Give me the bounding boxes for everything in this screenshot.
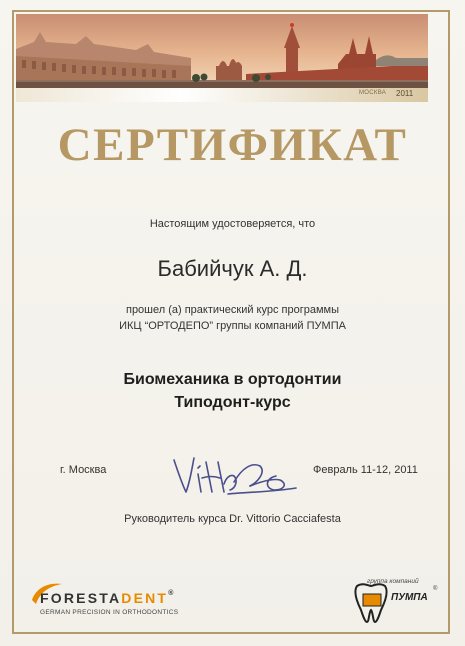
moscow-red-square-photo bbox=[16, 14, 428, 88]
tooth-icon bbox=[349, 580, 393, 624]
pumpa-reg-mark: ® bbox=[433, 586, 438, 592]
forestadent-wordmark: FORESTADENT® bbox=[40, 590, 176, 606]
issue-date: Февраль 11-12, 2011 bbox=[313, 464, 418, 476]
forestadent-logo bbox=[28, 578, 228, 622]
year-stamp: 2011 bbox=[396, 89, 414, 98]
certificate-title: СЕРТИФИКАТ bbox=[57, 119, 408, 171]
pumpa-group-label: группа компаний bbox=[367, 578, 419, 585]
city-stamp: МОСКВА bbox=[359, 90, 387, 96]
photo-caption-strip bbox=[16, 88, 428, 102]
pumpa-wordmark: ПУМПА bbox=[391, 592, 428, 603]
intro-text: Настоящим удостоверяется, что bbox=[149, 218, 316, 230]
course-text-line-1: прошел (а) практический курс программы bbox=[125, 304, 340, 316]
moscow-panorama-image bbox=[16, 14, 428, 88]
signature-image bbox=[168, 448, 308, 504]
issue-city: г. Москва bbox=[60, 464, 107, 476]
course-text-line-2: ИКЦ “ОРТОДЕПО” группы компаний ПУМПА bbox=[119, 320, 346, 332]
course-topic-line-1: Биомеханика в ортодонтии bbox=[123, 371, 342, 388]
course-topic-line-2: Типодонт-курс bbox=[174, 394, 291, 411]
course-head: Руководитель курса Dr. Vittorio Cacciafesta bbox=[124, 513, 341, 525]
pumpa-logo bbox=[345, 576, 445, 626]
forestadent-tagline: GERMAN PRECISION IN ORTHODONTICS bbox=[40, 609, 179, 616]
recipient-name: Бабийчук А. Д. bbox=[157, 256, 308, 281]
